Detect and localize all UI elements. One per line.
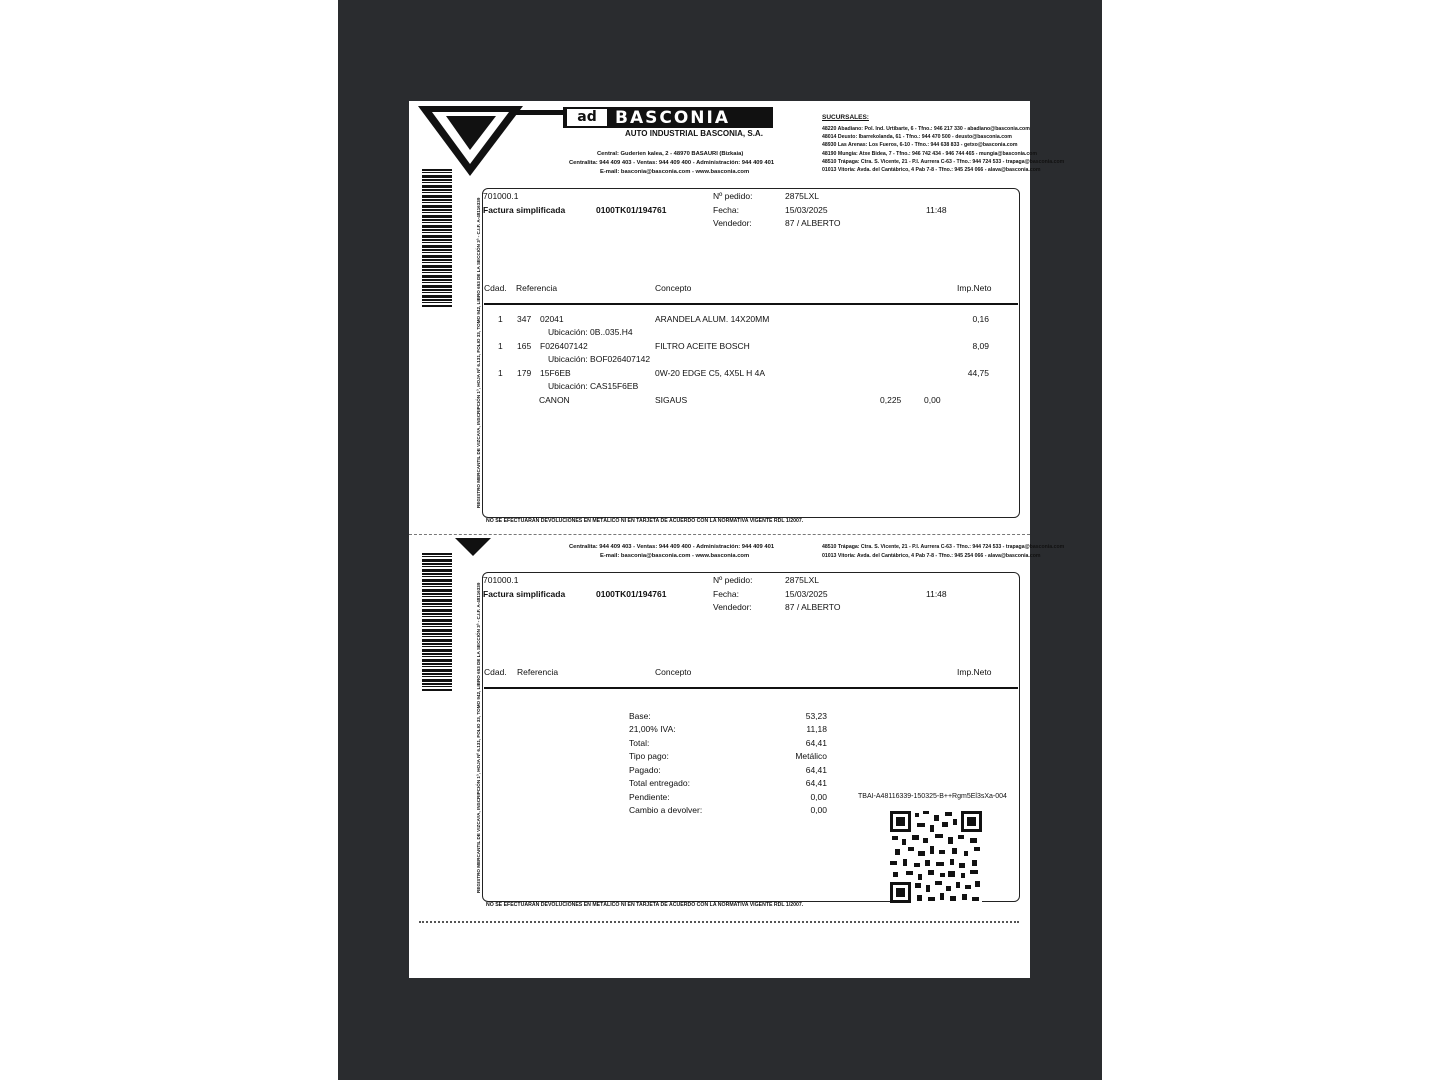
col-ref: Referencia (517, 667, 559, 677)
company-name: AUTO INDUSTRIAL BASCONIA, S.A. (625, 129, 763, 138)
invoice-code: 701000.1 (483, 575, 519, 585)
company-phones: Centralita: 944 409 403 - Ventas: 944 409 400 - Administración: 944 409 401 (569, 160, 775, 166)
total-label: Pendiente: (629, 792, 670, 802)
branches-title: SUCURSALES: (822, 114, 869, 121)
qr-code (890, 811, 982, 903)
item-net: 0,16 (972, 314, 989, 324)
item-ref: 15F6EB (540, 368, 571, 378)
branch-line: 48220 Abadiano: Pol. Ind. Urtibarte, 6 - Tfno.: 946 217 330 - abadiano@basconia.com (822, 126, 1030, 132)
item-code: 179 (517, 368, 532, 378)
logo-triangle-tip (455, 538, 491, 556)
item-code: 347 (517, 314, 532, 324)
seller-value: 87 / ALBERTO (785, 218, 841, 228)
col-concept: Concepto (655, 283, 692, 293)
total-value: 64,41 (805, 765, 827, 775)
total-value: Metálico (795, 751, 827, 761)
date-value: 15/03/2025 (785, 205, 828, 215)
total-value: 11,18 (806, 724, 827, 734)
branch-line: 01013 Vitoria: Avda. del Cantábrico, 4 Pab 7-8 - Tfno.: 945 254 066 - alava@basconia.com (822, 553, 1041, 559)
total-value: 0,00 (810, 805, 827, 815)
company-web: E-mail: basconia@basconia.com - www.basconia.com (600, 169, 750, 175)
total-value: 64,41 (805, 738, 827, 748)
canon-concept: SIGAUS (655, 395, 688, 405)
date-value: 15/03/2025 (785, 589, 828, 599)
col-net: Imp.Neto (957, 667, 992, 677)
time-value: 11:48 (926, 589, 947, 599)
branch-line: 48510 Trápaga: Ctra. S. Vicente, 21 - P.I. Aurrera C-63 - Tfno.: 944 724 533 - trapaga@basconia.com (822, 544, 1065, 550)
invoice-number: 0100TK01/194761 (596, 589, 667, 599)
order-label: Nº pedido: (713, 575, 753, 585)
side-register-text: REGISTRO MERCANTIL DE VIZCAYA, INSCRIPCIÓN 1ª, HOJA Nº 6.131, FOLIO 33, TOMO 942, LIBRO 653 DE LA SECCIÓN 3ª - C.I.F. A-48116339 (476, 197, 481, 508)
scan-artifact-line (419, 921, 1019, 924)
total-value: 64,41 (805, 778, 827, 788)
item-location: Ubicación: 0B..035.H4 (548, 327, 633, 337)
total-label: Cambio a devolver: (629, 805, 703, 815)
branch-line: 01013 Vitoria: Avda. del Cantábrico, 4 Pab 7-8 - Tfno.: 945 254 066 - alava@basconia.com (822, 167, 1041, 173)
col-ref: Referencia (516, 283, 558, 293)
tbai-code: TBAI-A48116339-150325-B++Rgm5El3sXa-004 (858, 793, 1007, 800)
seller-label: Vendedor: (713, 218, 752, 228)
total-value: 0,00 (810, 792, 827, 802)
item-concept: ARANDELA ALUM. 14X20MM (655, 314, 770, 324)
canon-label: CANON (539, 395, 570, 405)
time-value: 11:48 (926, 205, 947, 215)
branch-line: 48510 Trápaga: Ctra. S. Vicente, 21 - P.I. Aurrera C-63 - Tfno.: 944 724 533 - trapaga@basconia.com (822, 159, 1065, 165)
col-net: Imp.Neto (957, 283, 992, 293)
item-net: 44,75 (967, 368, 989, 378)
invoice-frame (482, 188, 1020, 518)
total-label: Total entregado: (629, 778, 690, 788)
logo-stripe (509, 110, 565, 115)
item-location: Ubicación: CAS15F6EB (548, 381, 639, 391)
item-concept: 0W-20 EDGE C5, 4X5L H 4A (655, 368, 766, 378)
item-ref: 02041 (540, 314, 564, 324)
canon-amount: 0,00 (924, 395, 941, 405)
col-qty: Cdad. (484, 667, 507, 677)
fold-line (409, 534, 1030, 536)
header-rule (484, 303, 1018, 305)
item-net: 8,09 (972, 341, 989, 351)
order-label: Nº pedido: (713, 191, 753, 201)
invoice-number: 0100TK01/194761 (596, 205, 667, 215)
branch-line: 48930 Las Arenas: Los Fueros, 6-10 - Tfno.: 944 638 833 - getxo@basconia.com (822, 142, 1018, 148)
col-qty: Cdad. (484, 283, 507, 293)
invoice-type: Factura simplificada (483, 589, 566, 599)
col-concept: Concepto (655, 667, 692, 677)
item-location: Ubicación: BOF026407142 (548, 354, 651, 364)
company-logo-triangle (418, 106, 523, 176)
footer-note: NO SE EFECTUARÁN DEVOLUCIONES EN METÁLICO NI EN TARJETA DE ACUERDO CON LA NORMATIVA VIGENTE RDL 1/2007. (486, 902, 804, 908)
side-barcode (422, 169, 452, 307)
total-label: Total: (629, 738, 650, 748)
item-qty: 1 (498, 368, 503, 378)
total-label: 21,00% IVA: (629, 724, 676, 734)
seller-label: Vendedor: (713, 602, 752, 612)
date-label: Fecha: (713, 205, 739, 215)
seller-value: 87 / ALBERTO (785, 602, 841, 612)
invoice-type: Factura simplificada (483, 205, 566, 215)
item-code: 165 (517, 341, 532, 351)
total-label: Tipo pago: (629, 751, 669, 761)
date-label: Fecha: (713, 589, 739, 599)
order-value: 2875LXL (785, 191, 820, 201)
item-concept: FILTRO ACEITE BOSCH (655, 341, 750, 351)
total-value: 53,23 (805, 711, 827, 721)
item-ref: F026407142 (540, 341, 588, 351)
logo-ad: ad (567, 109, 607, 126)
company-phones: Centralita: 944 409 403 - Ventas: 944 409 400 - Administración: 944 409 401 (569, 544, 775, 550)
scanned-invoice-page (409, 101, 1065, 978)
footer-note: NO SE EFECTUARÁN DEVOLUCIONES EN METÁLICO NI EN TARJETA DE ACUERDO CON LA NORMATIVA VIGENTE RDL 1/2007. (486, 518, 804, 524)
company-central: Central: Guderien kalea, 2 - 48970 BASAURI (Bizkaia) (597, 151, 744, 157)
company-web: E-mail: basconia@basconia.com - www.basconia.com (600, 553, 750, 559)
branch-line: 48190 Mungia: Atxe Bidea, 7 - Tfno.: 946 742 434 - 946 744 465 - mungia@basconia.com (822, 151, 1038, 157)
item-qty: 1 (498, 341, 503, 351)
side-register-text: REGISTRO MERCANTIL DE VIZCAYA, INSCRIPCIÓN 1ª, HOJA Nº 6.131, FOLIO 33, TOMO 942, LIBRO 653 DE LA SECCIÓN 3ª - C.I.F. A-48116339 (476, 582, 481, 893)
canon-qty: 0,225 (880, 395, 902, 405)
total-label: Base: (629, 711, 651, 721)
item-qty: 1 (498, 314, 503, 324)
order-value: 2875LXL (785, 575, 820, 585)
side-barcode (422, 553, 452, 691)
logo-basconia: BASCONIA (615, 108, 730, 128)
branch-line: 48014 Deusto: Ibarrekolanda, 61 - Tfno.: 944 470 500 - deusto@basconia.com (822, 134, 1012, 140)
header-rule (484, 687, 1018, 689)
invoice-code: 701000.1 (483, 191, 519, 201)
total-label: Pagado: (629, 765, 661, 775)
